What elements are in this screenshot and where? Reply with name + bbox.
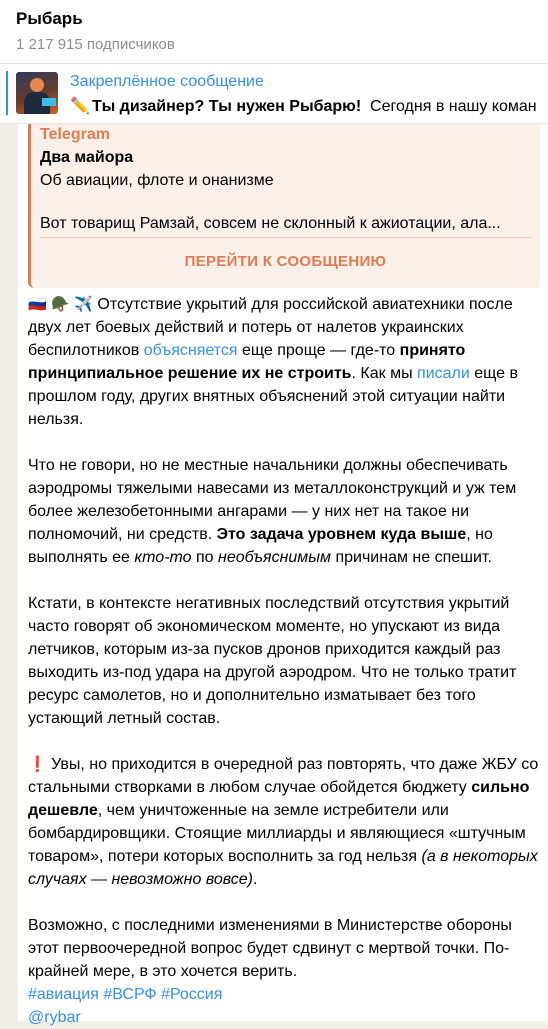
pinned-indicator <box>6 71 8 115</box>
forward-description: Об авиации, флоте и онанизме <box>40 172 274 189</box>
paragraph-4: ❗ Увы, но приходится в очередной раз повторять, что даже ЖБУ со стальными створками в любом случае обойдется бюджету сильно дешевле, чем уничтоженные на земле истребители или бомбардировщики. Стоящие миллиарды и являющиеся «штучным товаром», потери которых восполнить за год нельзя (а в некоторых случаях — невозможно вовсе). <box>28 753 540 891</box>
hashtags <box>28 983 540 1006</box>
pinned-bold-text: Ты дизайнер? Ты нужен Рыбарю! <box>92 98 362 115</box>
link-wrote[interactable]: писали <box>417 365 470 382</box>
forwarded-preview[interactable] <box>28 124 540 288</box>
channel-title: Рыбарь <box>16 9 83 28</box>
forward-divider <box>40 237 532 238</box>
pencil-icon: ✏️ <box>70 98 90 115</box>
forward-body: Вот товарищ Рамзай, совсем не склонный к ажиотации, ала... <box>40 215 501 232</box>
paragraph-3: Кстати, в контексте негативных последствий отсутствия укрытий часто говорят об экономическом моменте, но упускают из вида летчиков, которым из-за пусков дронов приходится каждый раз выходить из-под удара на другой аэродром. Что не только тратит ресурс самолетов, но и дополнительно изматывает без того устающий летный состав. <box>28 595 517 727</box>
message-bubble <box>18 124 548 1026</box>
pinned-label: Закреплённое сообщение <box>70 73 264 90</box>
channel-handle <box>28 1006 540 1029</box>
paragraph-1: 🇷🇺 🪖 ✈️ Отсутствие укрытий для российской авиатехники после двух лет боевых действий и потерь от налетов украинских беспилотников объясняется еще проще — где-то принято принципиальное решение их не строить. Как мы писали еще в прошлом году, других внятных объяснений этой ситуации найти нельзя. <box>28 293 540 431</box>
paragraph-2: Что не говори, но не местные начальники должны обеспечивать аэродромы тяжелыми навесами из металлоконструкций и уж тем более железобетонными ангарами — у них нет на такое ни полномочий, ни средств. Это задача уровнем куда выше, но выполнять ее кто-то по необъяснимым причинам не спешит. <box>28 457 517 566</box>
helmet-icon: 🪖 <box>51 296 70 313</box>
pinned-preview <box>70 96 537 116</box>
forward-title: Два майора <box>40 149 134 166</box>
pinned-rest-text: Сегодня в нашу коман <box>370 98 537 115</box>
handle-link[interactable]: @rybar <box>28 1009 81 1026</box>
paragraph-5: Возможно, с последними изменениями в Министерстве обороны этот первоочередной вопрос будет сдвинут с мертвой точки. По-крайней мере, в это хочется верить. <box>28 917 512 980</box>
hashtag-links[interactable]: #авиация #ВСРФ #Россия <box>28 986 223 1003</box>
channel-header[interactable] <box>0 0 548 64</box>
post-text <box>28 293 540 1029</box>
open-message-button[interactable]: ПЕРЕЙТИ К СООБЩЕНИЮ <box>184 253 387 270</box>
airplane-icon: ✈️ <box>74 296 93 313</box>
pinned-message-bar[interactable] <box>0 64 548 124</box>
russia-flag-icon: 🇷🇺 <box>28 296 47 313</box>
subscriber-count: 1 217 915 подписчиков <box>16 36 175 53</box>
pinned-thumbnail <box>16 72 58 114</box>
forward-source: Telegram <box>40 126 110 143</box>
link-explained[interactable]: объясняется <box>143 342 238 359</box>
exclamation-icon: ❗ <box>28 756 47 773</box>
